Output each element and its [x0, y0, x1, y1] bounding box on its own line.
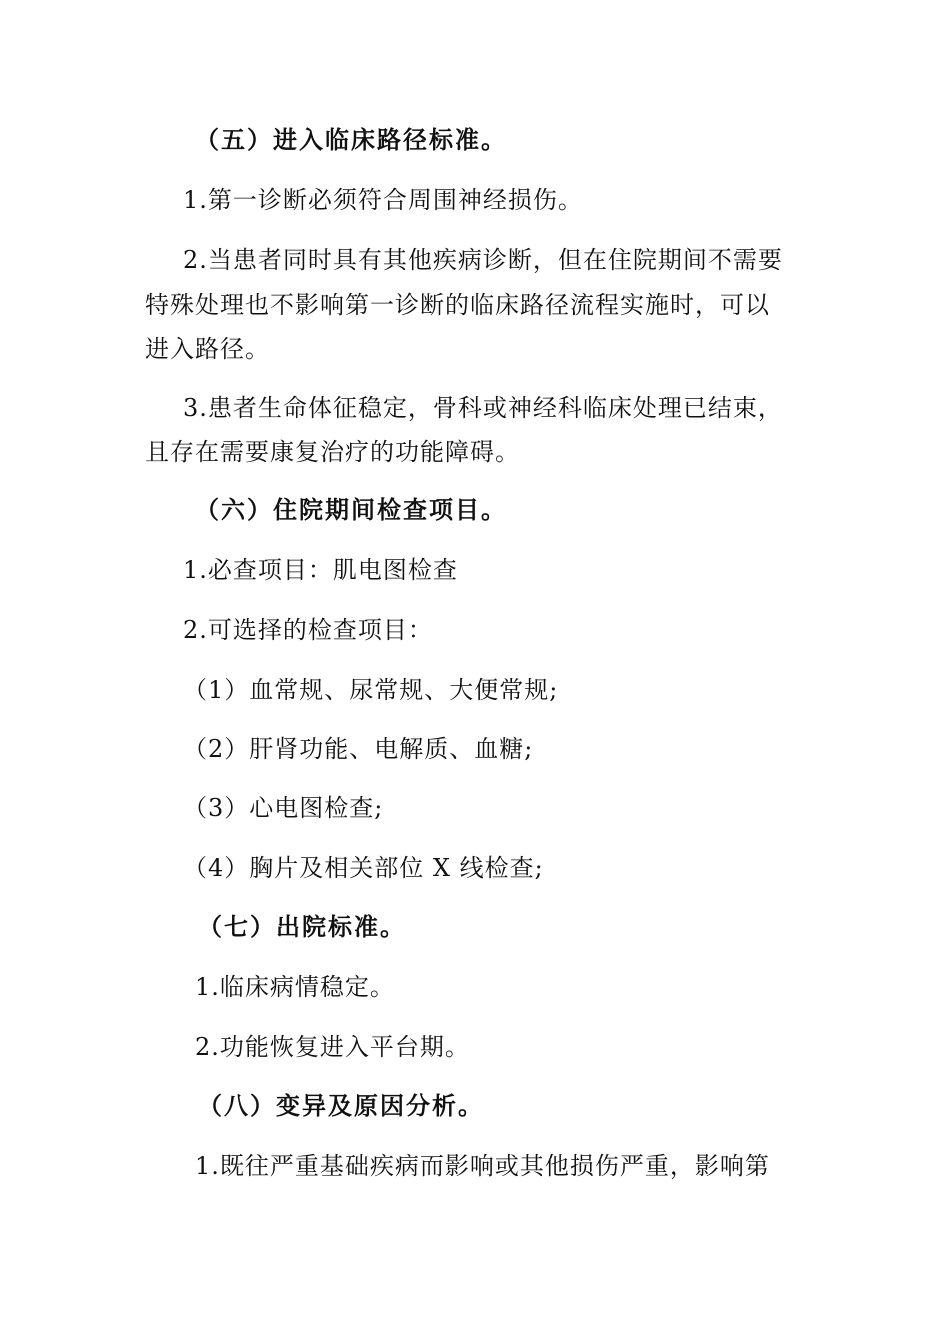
section-heading-8: （八）变异及原因分析。 — [198, 1091, 484, 1120]
paragraph-5-2-line-3: 进入路径。 — [145, 335, 270, 363]
paragraph-5-1: 1.第一诊断必须符合周围神经损伤。 — [183, 186, 583, 214]
paragraph-6-2: 2.可选择的检查项目： — [183, 616, 433, 644]
list-item-6-2-1: （1）血常规、尿常规、大便常规; — [183, 676, 559, 704]
paragraph-7-2: 2.功能恢复进入平台期。 — [195, 1033, 470, 1061]
paragraph-5-2-line-2: 特殊处理也不影响第一诊断的临床路径流程实施时，可以 — [145, 291, 770, 319]
paragraph-5-2-line-1: 2.当患者同时具有其他疾病诊断，但在住院期间不需要 — [183, 246, 783, 274]
list-item-6-2-4: （4）胸片及相关部位 X 线检查; — [183, 854, 544, 882]
section-heading-6: （六）住院期间检查项目。 — [195, 495, 507, 524]
list-item-6-2-3: （3）心电图检查; — [183, 794, 384, 822]
paragraph-7-1: 1.临床病情稳定。 — [195, 973, 395, 1001]
paragraph-5-3-line-1: 3.患者生命体征稳定，骨科或神经科临床处理已结束， — [183, 394, 783, 422]
section-heading-5: （五）进入临床路径标准。 — [195, 125, 507, 154]
list-item-6-2-2: （2）肝肾功能、电解质、血糖; — [183, 735, 534, 763]
paragraph-6-1: 1.必查项目：肌电图检查 — [183, 556, 458, 584]
section-heading-7: （七）出院标准。 — [198, 912, 406, 941]
paragraph-5-3-line-2: 且存在需要康复治疗的功能障碍。 — [145, 438, 520, 466]
paragraph-8-1-line-1: 1.既往严重基础疾病而影响或其他损伤严重，影响第 — [195, 1152, 770, 1180]
